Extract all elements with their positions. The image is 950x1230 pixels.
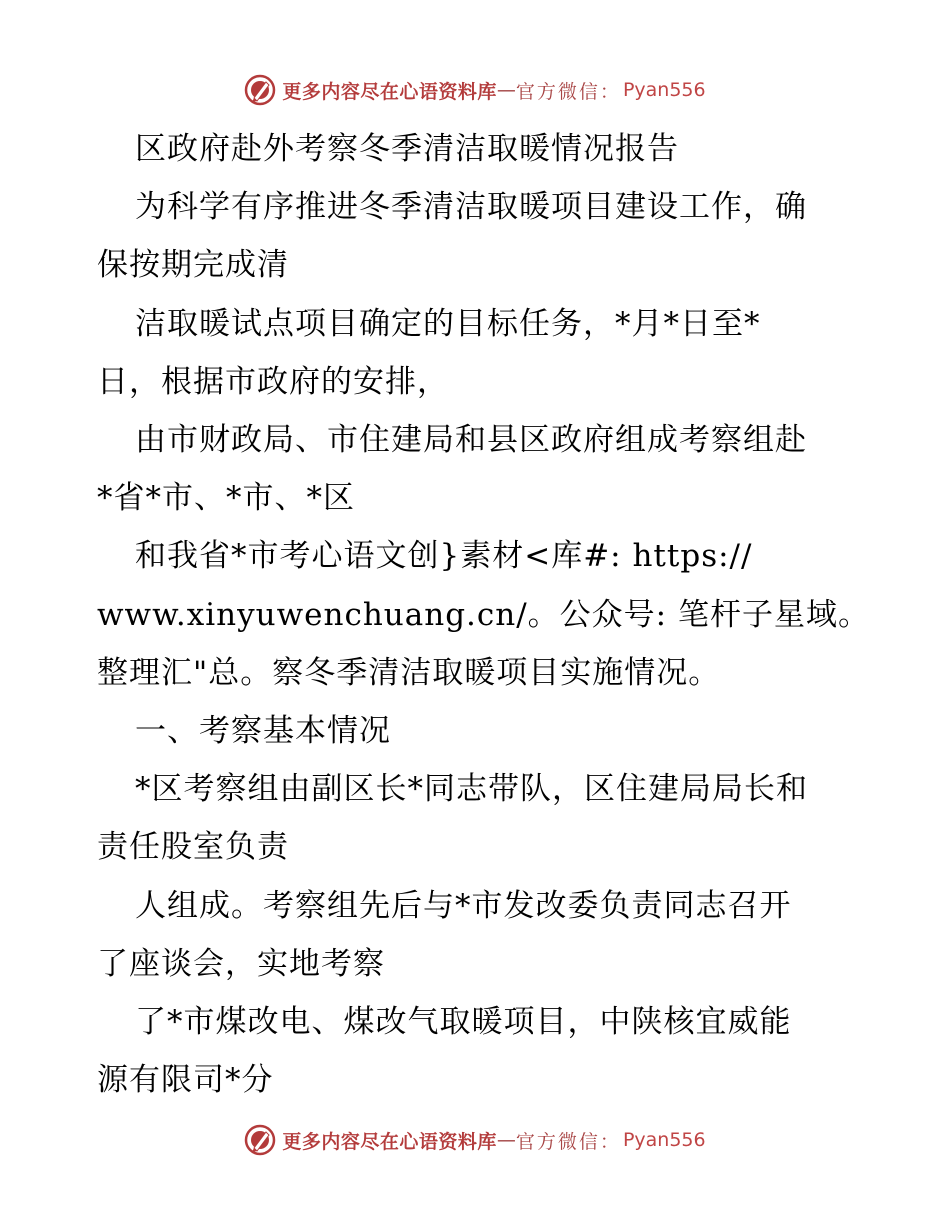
paragraph-line: www.xinyuwenchuang.cn/。公众号: 笔杆子星域。 [97,597,870,633]
paragraph-line: 了*市煤改电、煤改气取暖项目，中陕核宜威能 [135,1004,792,1040]
watermark-wechat-label: 官方微信： [515,1130,621,1153]
watermark-site-text: 更多内容尽在心语资料库 [282,1130,497,1153]
paragraph-line: 人组成。考察组先后与*市发改委负责同志召开 [135,888,792,924]
footer-watermark [0,1122,950,1158]
paragraph-line: 源有限司*分 [97,1062,274,1098]
pen-logo-icon [244,74,276,106]
document-title: 区政府赴外考察冬季清洁取暖情况报告 [135,131,679,167]
watermark-wechat-label: 官方微信： [515,80,621,103]
paragraph-line: 保按期完成清 [97,247,289,283]
pen-logo-icon [244,1124,276,1156]
header-watermark [0,72,950,108]
section-heading: 一、考察基本情况 [135,713,391,749]
paragraph-line: 由市财政局、市住建局和县区政府组成考察组赴 [135,422,807,458]
paragraph-line: 为科学有序推进冬季清洁取暖项目建设工作，确 [135,189,807,225]
paragraph-line: 和我省*市考心语文创}素材<库#: https:// [135,538,753,574]
paragraph-line: 洁取暖试点项目确定的目标任务，*月*日至* [135,306,761,342]
watermark-wechat-id: Pyan556 [622,1129,706,1151]
paragraph-line: 整理汇"总。察冬季清洁取暖项目实施情况。 [97,655,721,691]
watermark-site-text: 更多内容尽在心语资料库 [282,80,497,103]
paragraph-line: *省*市、*市、*区 [97,480,355,516]
watermark-dash: — [496,79,516,101]
paragraph-line: *区考察组由副区长*同志带队，区住建局局长和 [135,771,808,807]
watermark-dash: — [496,1129,516,1151]
watermark-wechat-id: Pyan556 [622,79,706,101]
paragraph-line: 了座谈会，实地考察 [97,946,385,982]
paragraph-line: 日，根据市政府的安排， [97,364,449,400]
paragraph-line: 责任股室负责 [97,829,289,865]
